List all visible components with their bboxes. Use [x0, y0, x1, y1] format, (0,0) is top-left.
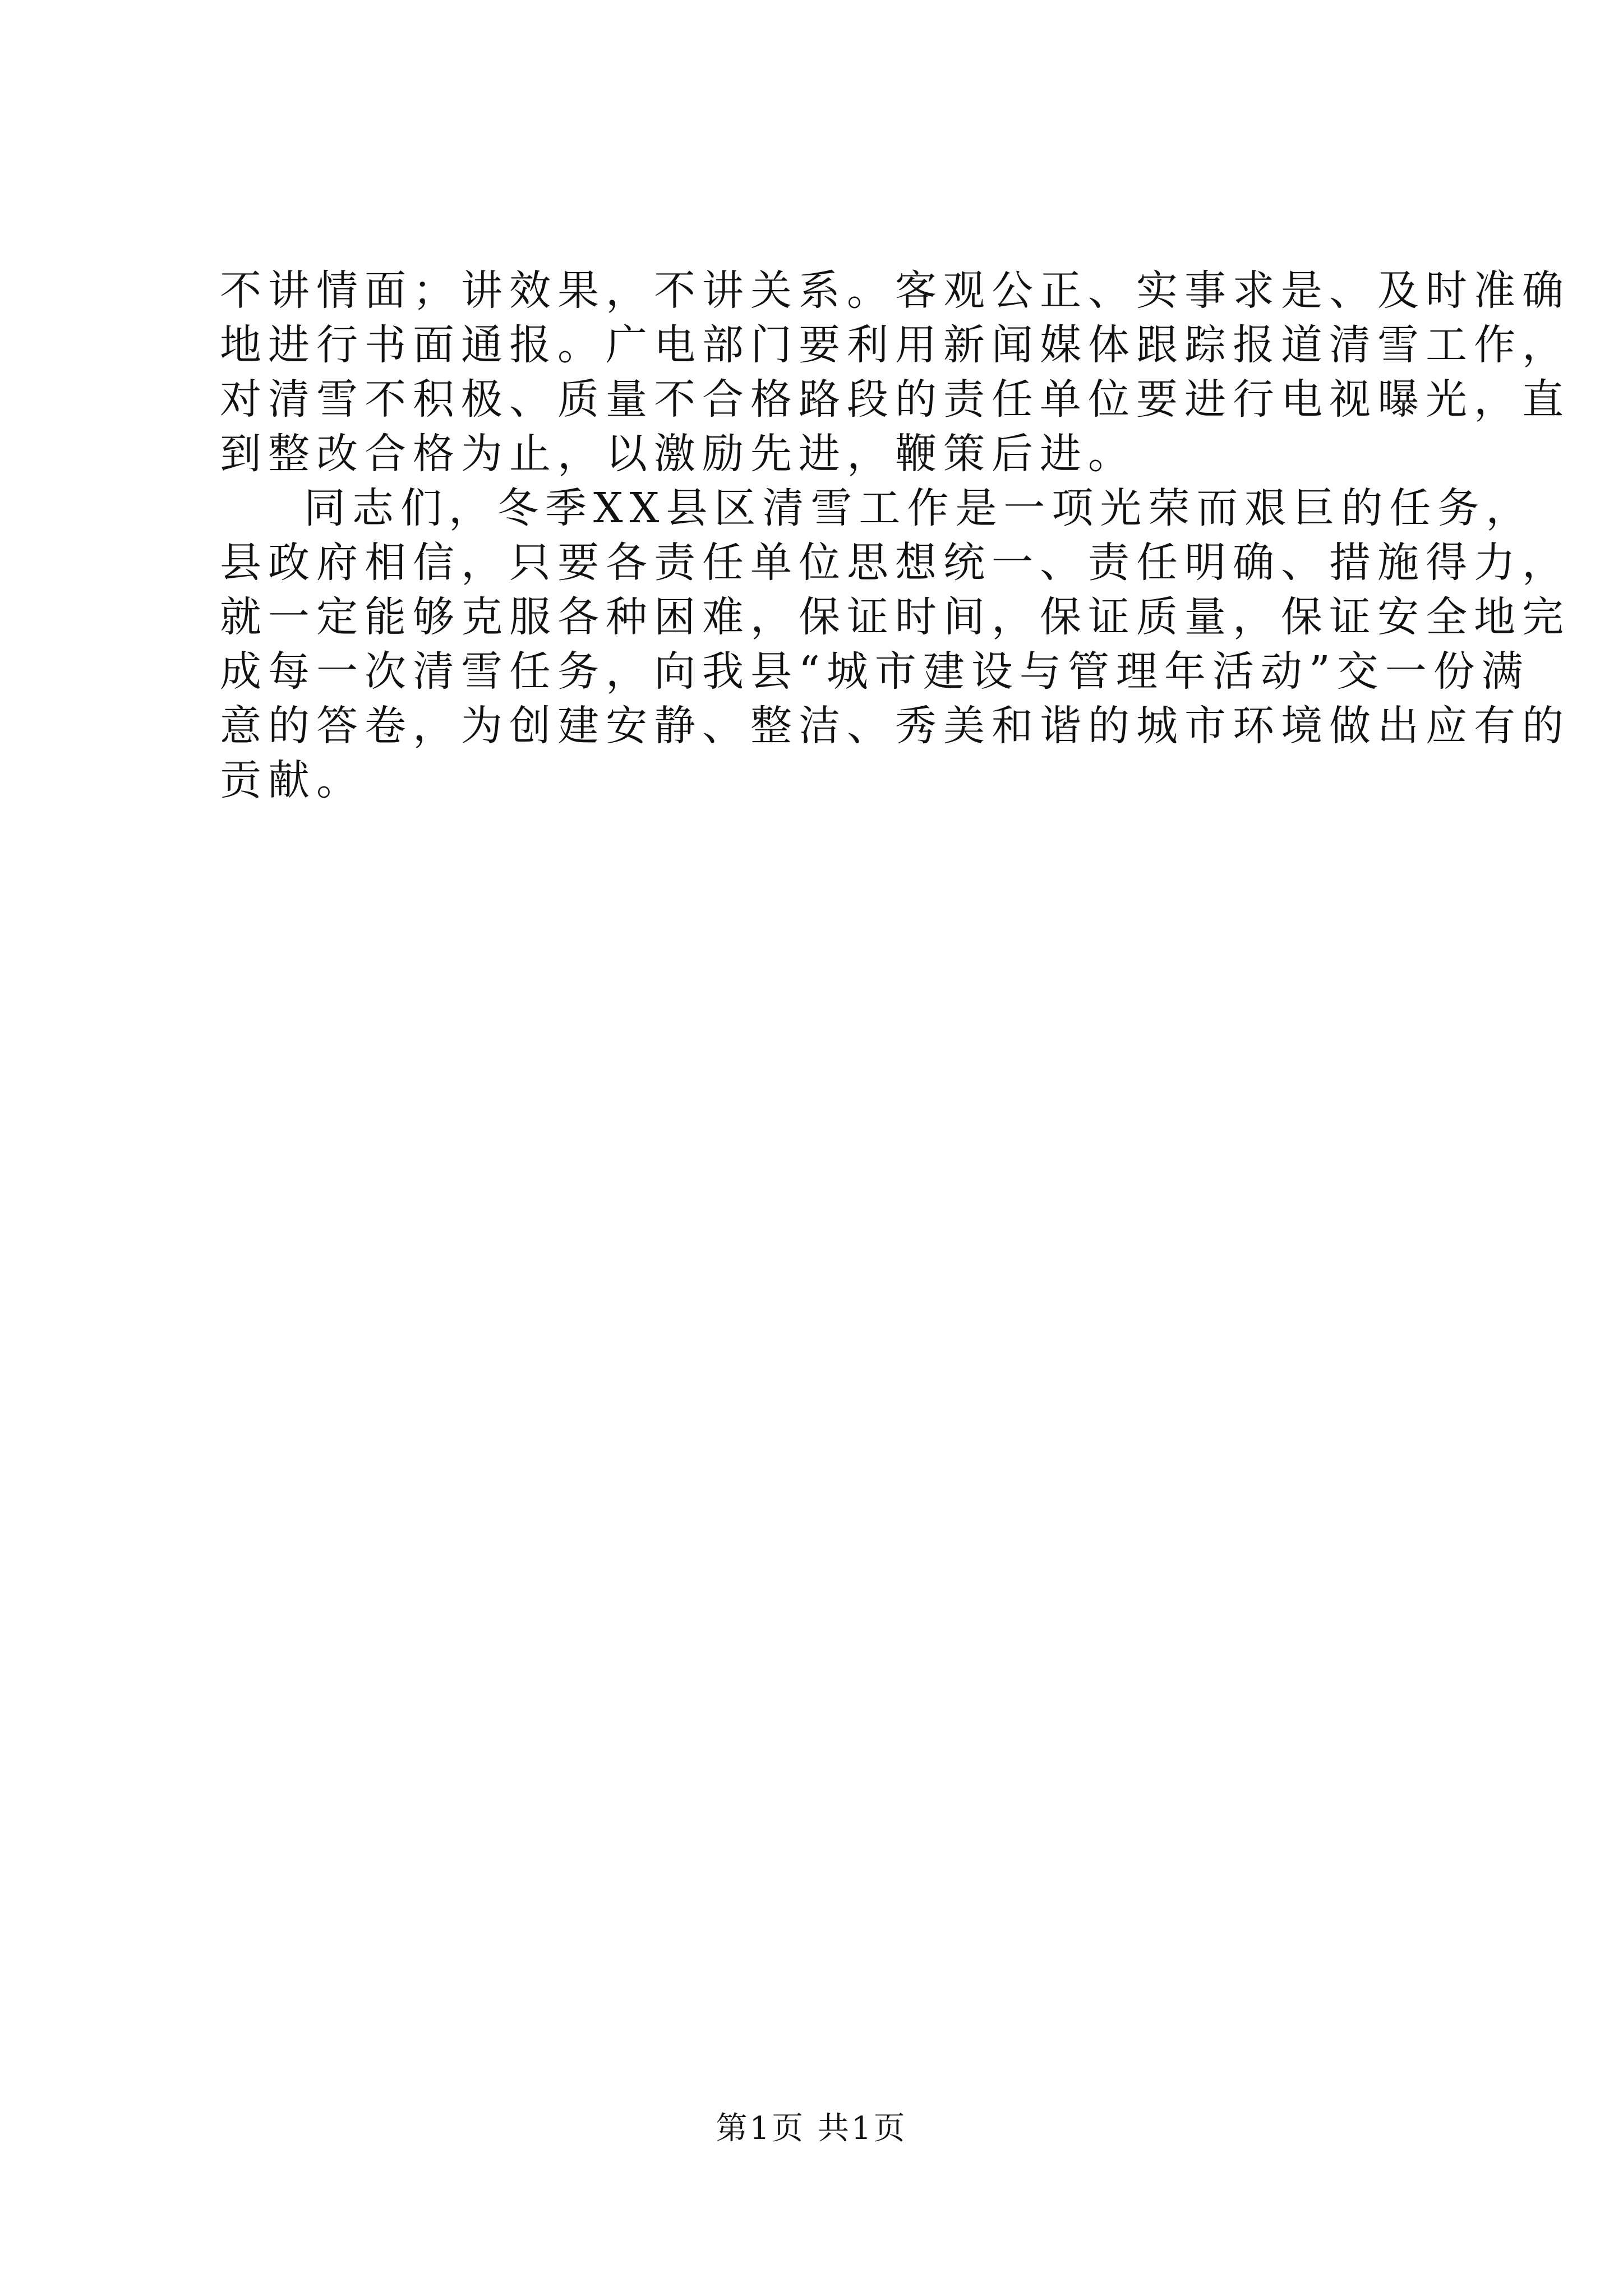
text-line: 就一定能够克服各种困难，保证时间，保证质量，保证安全地完 [220, 593, 1570, 641]
text-line: 贡献。 [220, 756, 365, 804]
paragraph-1 [220, 264, 1570, 481]
text-line: 县政府相信，只要各责任单位思想统一、责任明确、措施得力， [220, 539, 1570, 587]
page-footer: 第1页 共1页 [716, 2110, 907, 2147]
text-line: 不讲情面；讲效果，不讲关系。客观公正、实事求是、及时准确 [220, 266, 1570, 315]
text-line: 意的答卷，为创建安静、整洁、秀美和谐的城市环境做出应有的 [220, 702, 1570, 750]
text-line: 地进行书面通报。广电部门要利用新闻媒体跟踪报道清雪工作， [220, 321, 1570, 369]
paragraph-2 [220, 481, 1570, 808]
text-line: 到整改合格为止，以激励先进，鞭策后进。 [220, 430, 1136, 478]
text-line: 同志们，冬季XX县区清雪工作是一项光荣而艰巨的任务， [304, 484, 1534, 532]
document-body [220, 264, 1570, 808]
text-line: 成每一次清雪任务，向我县“城市建设与管理年活动”交一份满 [220, 647, 1530, 696]
text-line: 对清雪不积极、质量不合格路段的责任单位要进行电视曝光，直 [220, 375, 1570, 424]
